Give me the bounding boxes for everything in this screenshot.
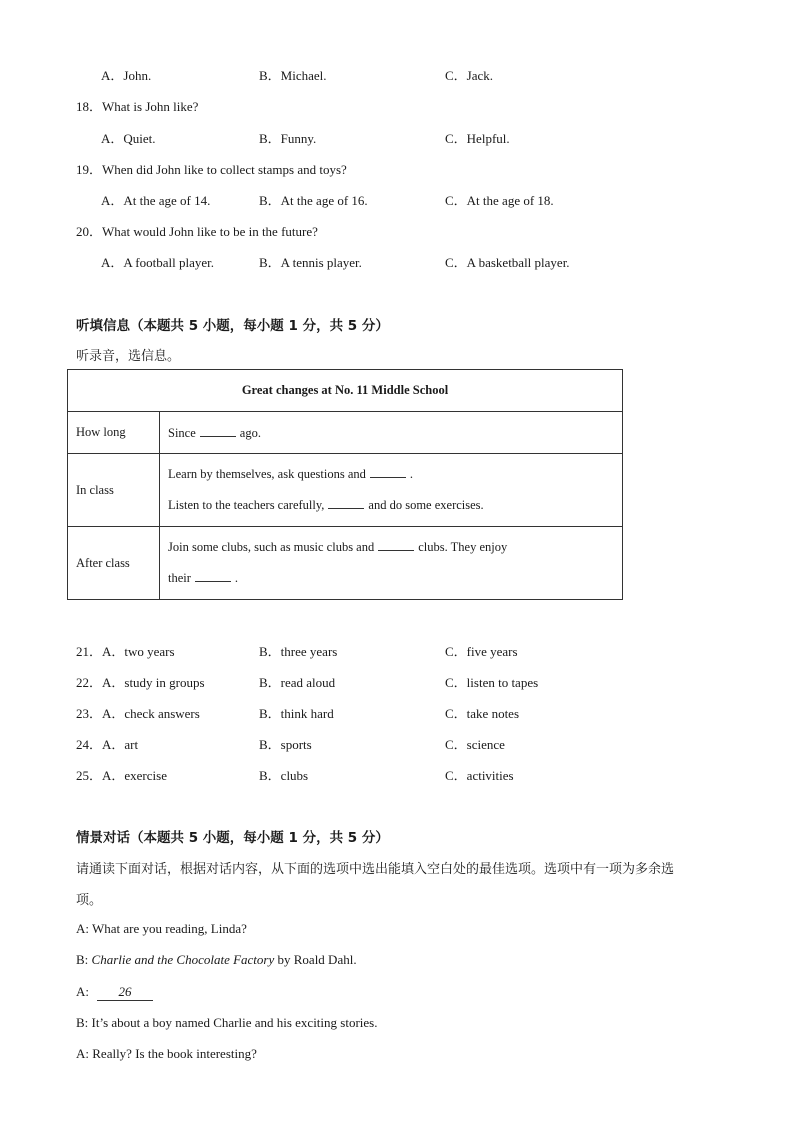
- table-row: [68, 454, 623, 527]
- row-text: Since: [168, 425, 196, 440]
- answer-blank: [328, 497, 364, 509]
- q18-option-a: A．Quiet.: [101, 131, 156, 146]
- row-text: clubs. They enjoy: [418, 540, 508, 554]
- row-text: Learn by themselves, ask questions and: [168, 467, 366, 481]
- answer-blank: [378, 539, 414, 551]
- q25-option-a: 25．A．exercise: [76, 768, 167, 783]
- q25-option-b: B．clubs: [259, 768, 309, 783]
- dialogue-line-4: B: It’s about a boy named Charlie and his exciting stories.: [76, 1015, 378, 1030]
- q22-option-b: B．read aloud: [259, 675, 336, 690]
- info-table: [67, 369, 623, 600]
- table-row: [68, 412, 623, 454]
- row-label-how-long: How long: [68, 412, 160, 454]
- row-content-how-long: [160, 412, 623, 454]
- q24-option-b: B．sports: [259, 737, 312, 752]
- row-text: .: [409, 467, 413, 481]
- row-label-in-class: In class: [68, 454, 160, 527]
- dialogue-line-1: A: What are you reading, Linda?: [76, 921, 247, 936]
- q18-option-b: B．Funny.: [259, 131, 317, 146]
- q23-option-b: B．think hard: [259, 706, 334, 721]
- q21-option-c: C．five years: [445, 644, 518, 659]
- q19-option-c: C．At the age of 18.: [445, 193, 554, 208]
- q17-option-c: C．Jack.: [445, 68, 494, 83]
- section-heading-dialogue: 情景对话（本题共 5 小题，每小题 1 分，共 5 分）: [76, 830, 389, 846]
- q20-option-a: A．A football player.: [101, 255, 215, 270]
- q18-stem: 18．What is John like?: [76, 99, 199, 114]
- q19-option-b: B．At the age of 16.: [259, 193, 368, 208]
- row-text: their: [168, 571, 191, 585]
- row-content-after-class: [160, 527, 623, 600]
- row-text: .: [234, 571, 239, 585]
- dialogue-text: by Roald Dahl.: [277, 952, 357, 967]
- row-text: Listen to the teachers carefully,: [168, 498, 325, 512]
- answer-blank: [195, 570, 231, 582]
- q25-option-c: C．activities: [445, 768, 514, 783]
- q19-stem: 19．When did John like to collect stamps and toys?: [76, 162, 347, 177]
- table-row: [68, 527, 623, 600]
- section-instruction-dialogue-line1: 请通读下面对话，根据对话内容，从下面的选项中选出能填入空白处的最佳选项。选项中有一项为多余选: [76, 862, 675, 877]
- speaker-label: B:: [76, 952, 89, 967]
- answer-blank: [200, 425, 236, 437]
- q17-option-b: B．Michael.: [259, 68, 327, 83]
- q23-option-c: C．take notes: [445, 706, 520, 721]
- q17-option-a: A．John.: [101, 68, 152, 83]
- row-text: ago.: [239, 425, 261, 440]
- section-instruction-listening-info: 听录音，选信息。: [76, 349, 181, 364]
- row-label-after-class: After class: [68, 527, 160, 600]
- q21-option-a: 21．A．two years: [76, 644, 175, 659]
- dialogue-line-5: A: Really? Is the book interesting?: [76, 1046, 257, 1061]
- q22-option-c: C．listen to tapes: [445, 675, 539, 690]
- section-instruction-dialogue-line2: 项。: [76, 893, 103, 908]
- q24-option-a: 24．A．art: [76, 737, 139, 752]
- book-title: Charlie and the Chocolate Factory: [91, 952, 275, 967]
- answer-blank-26: 26: [97, 984, 153, 1001]
- q20-option-c: C．A basketball player.: [445, 255, 570, 270]
- section-heading-listening-info: 听填信息（本题共 5 小题，每小题 1 分，共 5 分）: [76, 318, 389, 334]
- row-content-in-class: [160, 454, 623, 527]
- q22-option-a: 22．A．study in groups: [76, 675, 205, 690]
- q20-stem: 20．What would John like to be in the future?: [76, 224, 318, 239]
- q20-option-b: B．A tennis player.: [259, 255, 362, 270]
- q19-option-a: A．At the age of 14.: [101, 193, 211, 208]
- dialogue-line-2: [76, 952, 357, 968]
- table-title: Great changes at No. 11 Middle School: [68, 370, 623, 412]
- dialogue-line-3: [76, 984, 153, 1001]
- q24-option-c: C．science: [445, 737, 505, 752]
- q21-option-b: B．three years: [259, 644, 338, 659]
- speaker-label: A:: [76, 984, 89, 999]
- row-text: Join some clubs, such as music clubs and: [168, 540, 375, 554]
- answer-blank: [370, 466, 406, 478]
- q23-option-a: 23．A．check answers: [76, 706, 200, 721]
- q18-option-c: C．Helpful.: [445, 131, 510, 146]
- row-text: and do some exercises.: [368, 498, 484, 512]
